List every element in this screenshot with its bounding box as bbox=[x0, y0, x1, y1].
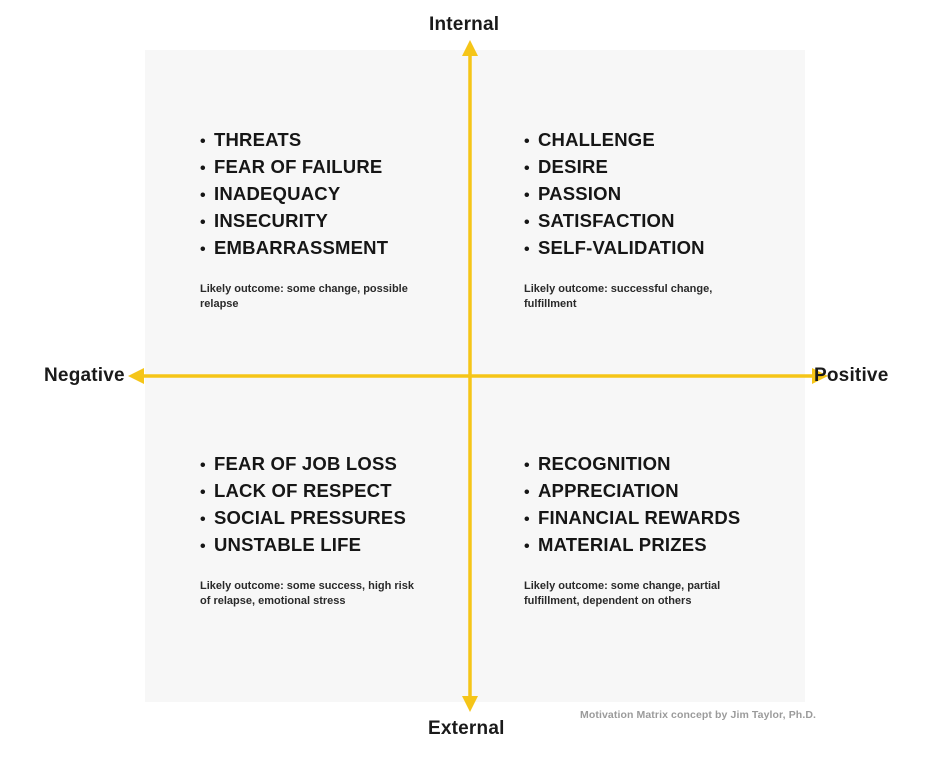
quadrant-internal-negative bbox=[200, 127, 415, 312]
quadrant-external-negative-list bbox=[200, 451, 415, 559]
list-item bbox=[524, 127, 739, 154]
list-item-label: SATISFACTION bbox=[538, 210, 675, 231]
quadrant-internal-positive-outcome: Likely outcome: successful change, fulfillment bbox=[524, 283, 713, 310]
list-item bbox=[524, 154, 739, 181]
list-item bbox=[200, 181, 415, 208]
list-item bbox=[200, 235, 415, 262]
list-item-label: LACK OF RESPECT bbox=[214, 480, 392, 501]
horizontal-axis bbox=[128, 361, 828, 391]
bullet-icon: • bbox=[200, 511, 206, 528]
list-item bbox=[200, 127, 415, 154]
bullet-icon: • bbox=[200, 241, 206, 258]
list-item-label: THREATS bbox=[214, 129, 302, 150]
quadrant-external-positive-list bbox=[524, 451, 740, 559]
list-item bbox=[524, 478, 740, 505]
bullet-icon: • bbox=[524, 160, 530, 177]
list-item bbox=[200, 451, 415, 478]
bullet-icon: • bbox=[200, 484, 206, 501]
list-item bbox=[524, 208, 739, 235]
list-item bbox=[200, 532, 415, 559]
quadrant-external-positive-outcome: Likely outcome: some change, partial fulfillment, dependent on others bbox=[524, 580, 721, 607]
axis-label-external: External bbox=[428, 718, 505, 739]
list-item bbox=[524, 181, 739, 208]
quadrant-external-positive bbox=[524, 451, 740, 609]
list-item-label: FINANCIAL REWARDS bbox=[538, 507, 741, 528]
list-item bbox=[524, 505, 740, 532]
list-item-label: SELF-VALIDATION bbox=[538, 237, 705, 258]
list-item-label: UNSTABLE LIFE bbox=[214, 534, 362, 555]
bullet-icon: • bbox=[200, 187, 206, 204]
list-item-label: PASSION bbox=[538, 183, 622, 204]
bullet-icon: • bbox=[524, 214, 530, 231]
quadrant-internal-positive bbox=[524, 127, 739, 312]
bullet-icon: • bbox=[524, 241, 530, 258]
axis-label-positive: Positive bbox=[814, 365, 889, 386]
list-item-label: INSECURITY bbox=[214, 210, 329, 231]
list-item bbox=[200, 505, 415, 532]
list-item-label: MATERIAL PRIZES bbox=[538, 534, 707, 555]
quadrant-external-negative-outcome: Likely outcome: some success, high risk of relapse, emotional stress bbox=[200, 580, 414, 607]
bullet-icon: • bbox=[524, 538, 530, 555]
quadrant-internal-negative-list bbox=[200, 127, 415, 262]
list-item-label: CHALLENGE bbox=[538, 129, 655, 150]
list-item-label: FEAR OF JOB LOSS bbox=[214, 453, 398, 474]
list-item-label: SOCIAL PRESSURES bbox=[214, 507, 407, 528]
bullet-icon: • bbox=[200, 133, 206, 150]
bullet-icon: • bbox=[524, 133, 530, 150]
list-item-label: APPRECIATION bbox=[538, 480, 679, 501]
list-item bbox=[524, 235, 739, 262]
list-item-label: FEAR OF FAILURE bbox=[214, 156, 383, 177]
list-item-label: EMBARRASSMENT bbox=[214, 237, 389, 258]
axis-label-internal: Internal bbox=[429, 14, 500, 35]
bullet-icon: • bbox=[524, 457, 530, 474]
list-item-label: DESIRE bbox=[538, 156, 609, 177]
bullet-icon: • bbox=[200, 160, 206, 177]
list-item bbox=[200, 208, 415, 235]
list-item bbox=[200, 154, 415, 181]
bullet-icon: • bbox=[524, 484, 530, 501]
list-item bbox=[524, 451, 740, 478]
list-item bbox=[524, 532, 740, 559]
axis-label-negative: Negative bbox=[44, 365, 125, 386]
credit-text: Motivation Matrix concept by Jim Taylor, Ph.D. bbox=[580, 709, 817, 721]
bullet-icon: • bbox=[200, 538, 206, 555]
list-item-label: RECOGNITION bbox=[538, 453, 671, 474]
list-item-label: INADEQUACY bbox=[214, 183, 341, 204]
bullet-icon: • bbox=[524, 511, 530, 528]
quadrant-external-negative bbox=[200, 451, 415, 609]
bullet-icon: • bbox=[200, 457, 206, 474]
quadrant-internal-positive-list bbox=[524, 127, 739, 262]
bullet-icon: • bbox=[524, 187, 530, 204]
bullet-icon: • bbox=[200, 214, 206, 231]
quadrant-internal-negative-outcome: Likely outcome: some change, possible relapse bbox=[200, 283, 408, 310]
list-item bbox=[200, 478, 415, 505]
